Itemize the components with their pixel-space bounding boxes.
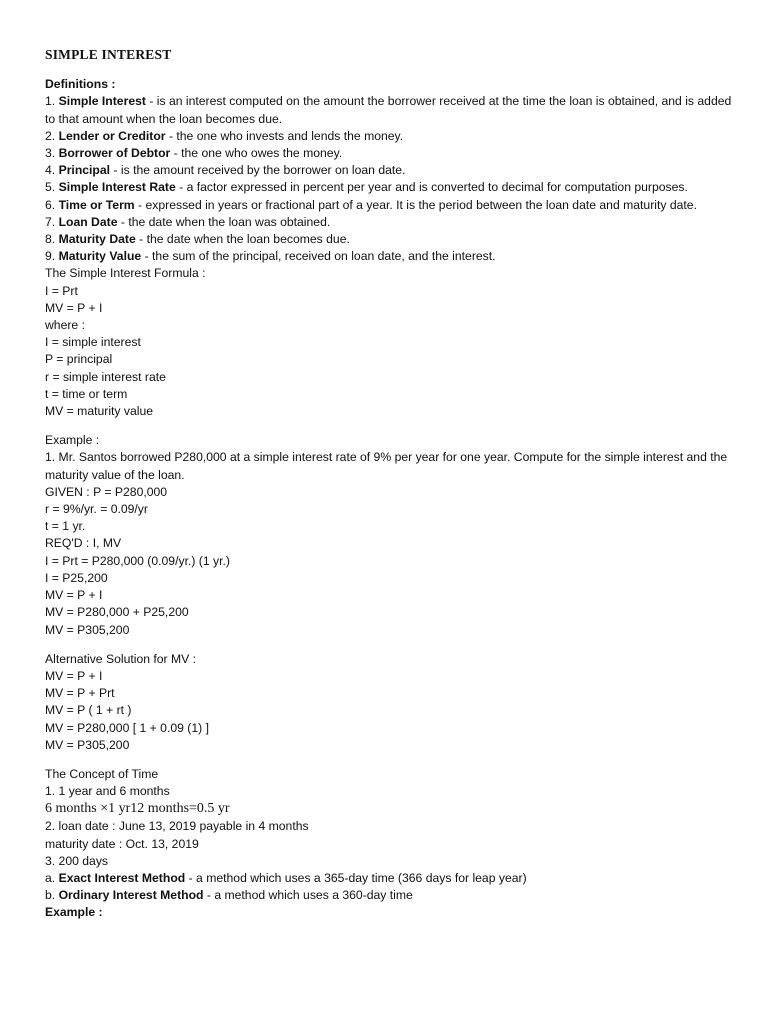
time-item: 2. loan date : June 13, 2019 payable in 4 months xyxy=(45,819,309,834)
definition-number: 1. xyxy=(45,94,59,109)
formula-line: P = principal xyxy=(45,352,113,367)
method-prefix: b. xyxy=(45,888,59,903)
formula-line: where : xyxy=(45,318,85,333)
definition-term: Simple Interest Rate xyxy=(58,180,176,195)
definition-item xyxy=(45,179,735,196)
definition-number: 6. xyxy=(45,197,59,212)
formula-heading: The Simple Interest Formula : xyxy=(45,266,206,281)
definition-desc: - the date when the loan becomes due. xyxy=(135,232,350,247)
method-term: Ordinary Interest Method xyxy=(58,888,204,903)
solution-line: MV = P305,200 xyxy=(45,622,130,637)
solution-line: t = 1 yr. xyxy=(45,519,86,534)
alternative-solution xyxy=(45,668,735,754)
definition-item xyxy=(45,128,735,145)
formula-block xyxy=(45,283,735,421)
alternative-line: MV = P305,200 xyxy=(45,737,130,752)
solution-line: MV = P + I xyxy=(45,588,103,603)
solution-line: r = 9%/yr. = 0.09/yr xyxy=(45,502,148,517)
definition-term: Maturity Value xyxy=(58,249,142,264)
alternative-line: MV = P + I xyxy=(45,668,103,683)
method-item xyxy=(45,870,735,887)
method-item xyxy=(45,887,735,904)
definition-desc: - is an interest computed on the amount the borrower received at the time the loan is obtained, and is added to that amount when the loan becomes due. xyxy=(45,94,732,126)
definition-desc: - expressed in years or fractional part of a year. It is the period between the loan date and maturity date. xyxy=(134,197,697,212)
alternative-line: MV = P + Prt xyxy=(45,686,115,701)
definition-number: 3. xyxy=(45,146,59,161)
definition-item xyxy=(45,197,735,214)
definition-number: 9. xyxy=(45,249,59,264)
definition-term: Borrower of Debtor xyxy=(58,146,171,161)
definition-item xyxy=(45,145,735,162)
definition-term: Maturity Date xyxy=(58,232,136,247)
example-problem: 1. Mr. Santos borrowed P280,000 at a simple interest rate of 9% per year for one year. Compute for the simple interest and the maturity value of the loan. xyxy=(45,450,728,482)
document-title: SIMPLE INTEREST xyxy=(45,47,172,62)
definitions-list xyxy=(45,93,735,265)
formula-line: MV = maturity value xyxy=(45,404,154,419)
example-heading: Example : xyxy=(45,433,100,448)
solution-line: REQ'D : I, MV xyxy=(45,536,122,551)
definition-desc: - the date when the loan was obtained. xyxy=(117,214,331,229)
definition-term: Time or Term xyxy=(58,197,135,212)
time-item: maturity date : Oct. 13, 2019 xyxy=(45,836,199,851)
formula-line: r = simple interest rate xyxy=(45,369,166,384)
example-solution xyxy=(45,484,735,639)
alternative-heading: Alternative Solution for MV : xyxy=(45,651,197,666)
definition-item xyxy=(45,248,735,265)
solution-line: MV = P280,000 + P25,200 xyxy=(45,605,189,620)
definition-desc: - the one who owes the money. xyxy=(170,146,343,161)
definition-term: Simple Interest xyxy=(58,94,146,109)
definition-number: 2. xyxy=(45,128,59,143)
method-desc: - a method which uses a 360-day time xyxy=(203,888,413,903)
definition-desc: - is the amount received by the borrower on loan date. xyxy=(110,163,406,178)
definitions-heading: Definitions : xyxy=(45,77,116,92)
definition-item xyxy=(45,93,735,127)
solution-line: I = P25,200 xyxy=(45,570,108,585)
section-gap xyxy=(45,754,735,766)
definition-item xyxy=(45,231,735,248)
time-item: 3. 200 days xyxy=(45,853,109,868)
definition-desc: - a factor expressed in percent per year and is converted to decimal for computation purposes. xyxy=(175,180,688,195)
solution-line: GIVEN : P = P280,000 xyxy=(45,484,168,499)
definition-item xyxy=(45,214,735,231)
formula-line: t = time or term xyxy=(45,386,128,401)
formula-line: I = simple interest xyxy=(45,335,141,350)
method-desc: - a method which uses a 365-day time (366 days for leap year) xyxy=(185,870,527,885)
method-prefix: a. xyxy=(45,870,59,885)
section-gap xyxy=(45,639,735,651)
definition-term: Principal xyxy=(58,163,111,178)
closing-example-heading: Example : xyxy=(45,905,103,920)
definition-number: 5. xyxy=(45,180,59,195)
alternative-line: MV = P280,000 [ 1 + 0.09 (1) ] xyxy=(45,720,209,735)
alternative-line: MV = P ( 1 + rt ) xyxy=(45,703,132,718)
definition-desc: - the sum of the principal, received on loan date, and the interest. xyxy=(141,249,496,264)
definition-number: 7. xyxy=(45,214,59,229)
formula-line: I = Prt xyxy=(45,283,78,298)
definition-term: Loan Date xyxy=(58,214,118,229)
definition-number: 4. xyxy=(45,163,59,178)
time-math-expression: 6 months ×1 yr12 months=0.5 yr xyxy=(45,801,230,817)
section-gap xyxy=(45,420,735,432)
time-heading: The Concept of Time xyxy=(45,766,159,781)
method-term: Exact Interest Method xyxy=(58,870,186,885)
time-item: 1. 1 year and 6 months xyxy=(45,784,170,799)
solution-line: I = Prt = P280,000 (0.09/yr.) (1 yr.) xyxy=(45,553,230,568)
definition-item xyxy=(45,162,735,179)
definition-number: 8. xyxy=(45,232,59,247)
document-page xyxy=(45,46,735,922)
formula-line: MV = P + I xyxy=(45,300,103,315)
definition-desc: - the one who invests and lends the money. xyxy=(165,128,404,143)
definition-term: Lender or Creditor xyxy=(58,128,166,143)
